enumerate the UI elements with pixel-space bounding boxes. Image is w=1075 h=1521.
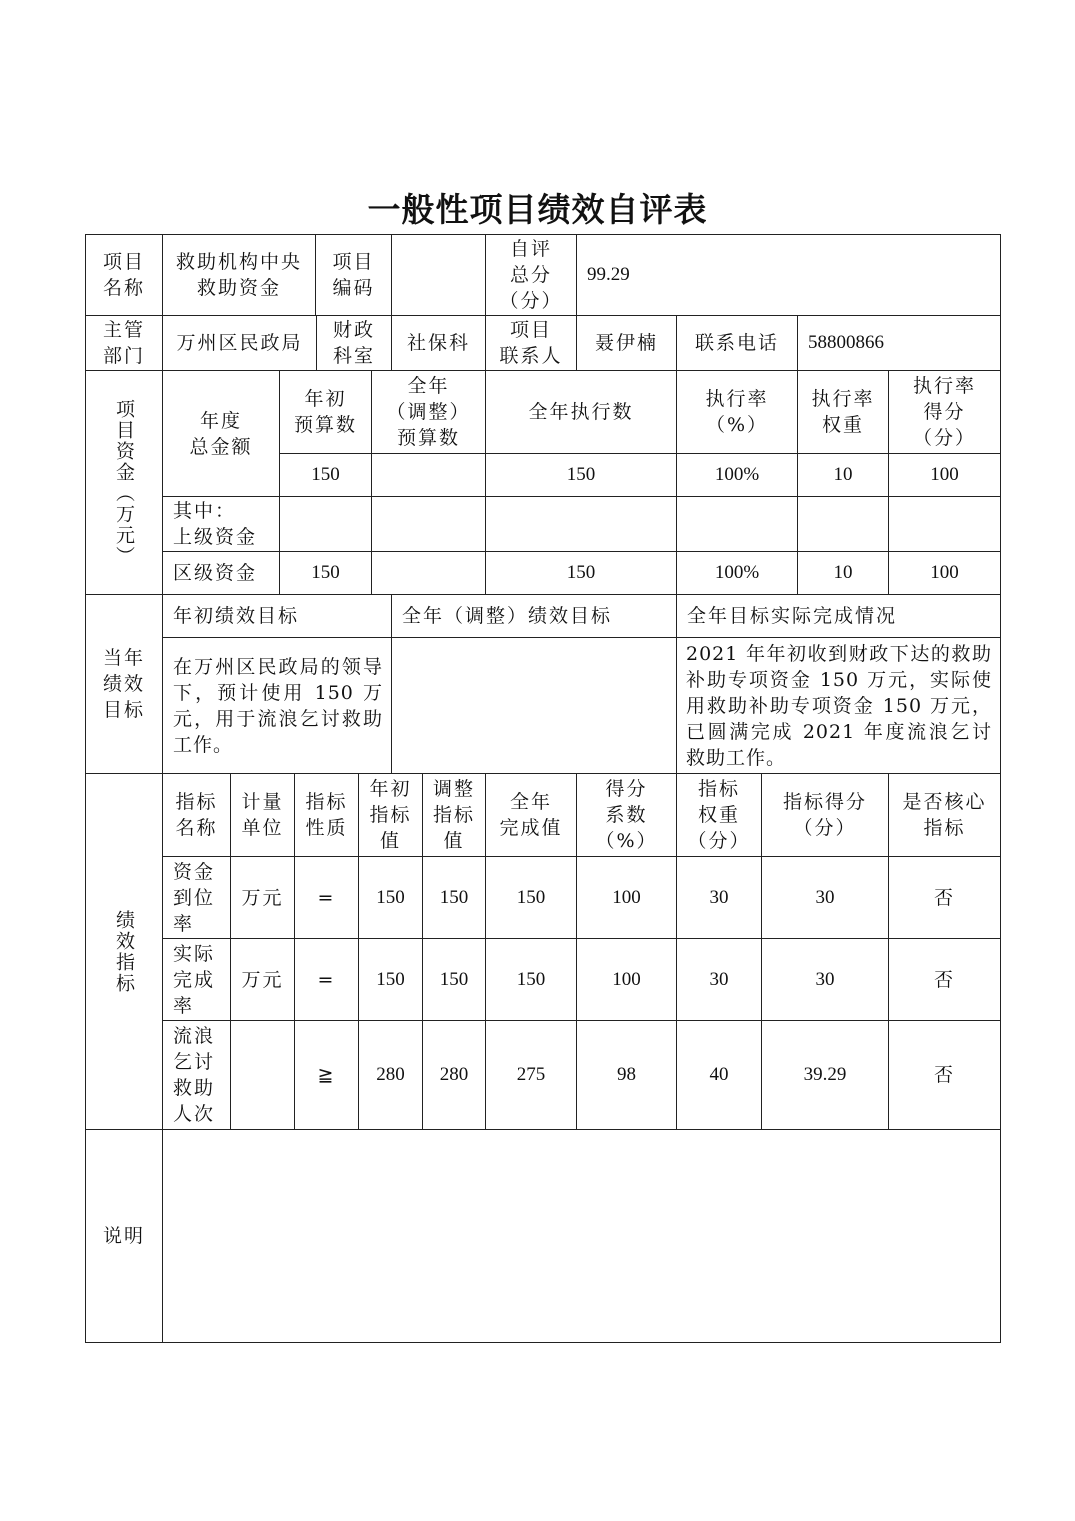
district-weight: 10 — [833, 562, 853, 583]
ind-row-coef: 98 — [617, 1064, 636, 1085]
contact: 聂伊楠 — [594, 332, 658, 354]
ind-row-weight: 30 — [709, 968, 729, 990]
ind-row-nature: = — [317, 886, 336, 909]
ind-row-name: 流浪 乞讨 救助 人次 — [173, 1025, 216, 1125]
total-rate: 100% — [714, 464, 760, 485]
total-executed: 150 — [566, 464, 596, 485]
ind-row-name: 实际 完成 率 — [173, 942, 216, 1017]
col-weight-label: 执行率 权重 — [811, 388, 875, 436]
ind-row-name: 资金 到位 率 — [173, 860, 216, 935]
ind-header-name: 指标 名称 — [175, 791, 218, 839]
project-name-label: 项目 名称 — [102, 251, 145, 299]
total-adjusted — [372, 454, 485, 496]
ind-row-score: 30 — [815, 886, 835, 908]
ind-header-completed: 全年 完成值 — [499, 791, 563, 839]
ind-row-coef: 100 — [612, 886, 641, 908]
ind-header-unit: 计量 单位 — [241, 791, 284, 839]
col-total-label: 年度 总金额 — [189, 409, 253, 458]
ind-row-unit: 万元 — [241, 886, 284, 909]
district-score: 100 — [930, 562, 959, 583]
finance-office: 社保科 — [406, 332, 470, 354]
goal-initial-header: 年初绩效目标 — [173, 605, 300, 627]
funds-section-label — [86, 371, 162, 594]
ind-row-completed: 150 — [516, 968, 546, 990]
ind-row-nature: ≧ — [317, 1064, 336, 1086]
phone: 58800866 — [808, 332, 884, 353]
ind-row-initial: 150 — [376, 968, 405, 990]
ind-row-score: 30 — [815, 968, 835, 990]
phone-label: 联系电话 — [694, 332, 779, 354]
goal-adjusted-header: 全年（调整）绩效目标 — [402, 605, 613, 627]
ind-header-adjusted: 调整 指标 值 — [432, 778, 475, 852]
ind-row-unit: 万元 — [241, 968, 284, 991]
ind-row-initial: 150 — [376, 886, 405, 908]
project-code-label: 项目 编码 — [332, 251, 375, 299]
total-weight: 10 — [833, 464, 853, 485]
goal-actual-text: 2021 年年初收到财政下达的救助补助专项资金 150 万元，实际使用救助补助专项资金 150 万元，已圆满完成 2021 年度流浪乞讨救助工作。 — [686, 643, 992, 769]
row-divider — [162, 637, 1001, 638]
row-divider — [85, 1129, 1001, 1130]
ind-header-core: 是否核心 指标 — [902, 791, 987, 839]
dept: 万州区民政局 — [176, 332, 303, 354]
district-initial: 150 — [311, 562, 340, 583]
self-score: 99.29 — [587, 264, 630, 285]
ind-row-unit — [231, 1021, 294, 1129]
ind-row-core: 否 — [933, 968, 955, 991]
ind-header-score: 指标得分 （分） — [782, 791, 867, 839]
district-adjusted — [372, 552, 485, 594]
col-initial-label: 年初 预算数 — [293, 388, 357, 436]
project-code — [392, 235, 485, 315]
ind-row-adjusted: 150 — [439, 968, 469, 990]
notes-label: 说明 — [102, 1225, 145, 1247]
ind-row-weight: 30 — [709, 886, 729, 908]
col-rate-label: 执行率 （%） — [705, 388, 769, 436]
district-rate: 100% — [714, 562, 760, 583]
ind-row-completed: 150 — [516, 886, 546, 908]
ind-header-nature: 指标 性质 — [305, 791, 348, 839]
upper-funds-label: 其中： 上级资金 — [173, 500, 258, 548]
ind-header-weight: 指标 权重 （分） — [687, 778, 751, 852]
ind-row-nature: = — [317, 968, 336, 991]
goal-initial-text: 在万州区民政局的领导下，预计使用 150 万元，用于流浪乞讨救助工作。 — [173, 656, 383, 756]
col-adjusted-label: 全年 （调整） 预算数 — [386, 375, 471, 449]
ind-row-core: 否 — [933, 1064, 955, 1086]
goals-section-label: 当年 绩效 目标 — [102, 647, 145, 721]
total-score: 100 — [930, 464, 959, 485]
ind-row-adjusted: 280 — [439, 1064, 469, 1085]
finance-office-label: 财政 科室 — [332, 319, 375, 367]
self-score-label: 自评 总分 （分） — [499, 238, 563, 312]
col-score-label: 执行率 得分 （分） — [912, 375, 976, 449]
ind-row-score: 39.29 — [803, 1064, 847, 1085]
ind-row-weight: 40 — [709, 1064, 729, 1085]
ind-header-coef: 得分 系数 （%） — [595, 778, 658, 852]
district-funds-label: 区级资金 — [173, 562, 258, 584]
ind-row-completed: 275 — [516, 1064, 546, 1085]
page-title: 一般性项目绩效自评表 — [367, 190, 708, 229]
district-executed: 150 — [566, 562, 596, 583]
ind-row-coef: 100 — [612, 968, 641, 990]
funds-section-text: 项目资金（万元） — [113, 398, 135, 567]
project-name: 救助机构中央 救助资金 — [175, 251, 302, 299]
indicators-section-label — [86, 774, 162, 1129]
contact-label: 项目 联系人 — [499, 319, 563, 367]
ind-header-initial: 年初 指标 值 — [369, 778, 412, 852]
total-initial: 150 — [311, 464, 340, 485]
ind-row-initial: 280 — [376, 1064, 405, 1085]
goal-actual-header: 全年目标实际完成情况 — [687, 605, 898, 627]
ind-row-adjusted: 150 — [439, 886, 469, 908]
col-executed-label: 全年执行数 — [528, 401, 634, 423]
indicators-section-text: 绩效指标 — [113, 909, 135, 994]
ind-row-core: 否 — [933, 886, 955, 909]
dept-label: 主管 部门 — [102, 319, 145, 367]
row-divider — [162, 496, 1001, 497]
